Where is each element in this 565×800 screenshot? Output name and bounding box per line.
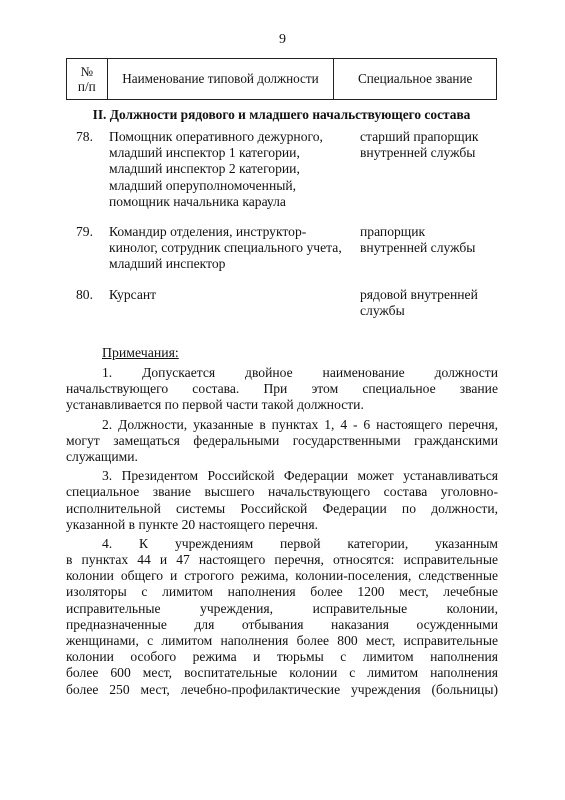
row-rank-line: прапорщик bbox=[360, 224, 426, 239]
note-line: изоляторы с лимитом наполнения более 1200 мест, лечебные bbox=[66, 584, 498, 600]
note-line: 3. Президентом Российской Федерации может устанавливаться bbox=[102, 468, 498, 484]
note-paragraph bbox=[66, 536, 498, 698]
note-line: более 600 мест, воспитательные колонии с лимитом наполнения bbox=[66, 665, 498, 681]
table-header-row bbox=[67, 59, 497, 100]
header-number-abbr: п/п bbox=[77, 79, 96, 94]
note-line: служащими. bbox=[66, 448, 138, 464]
row-position-name bbox=[109, 224, 354, 273]
page-number: 9 bbox=[279, 32, 286, 47]
notes-body bbox=[66, 365, 498, 701]
note-paragraph bbox=[66, 468, 498, 533]
header-special-rank: Специальное звание bbox=[334, 59, 497, 100]
note-line: 1. Допускается двойное наименование должности bbox=[102, 365, 498, 380]
row-position-name bbox=[109, 287, 354, 303]
header-position-name: Наименование типовой должности bbox=[107, 59, 334, 100]
row-number: 80. bbox=[76, 287, 93, 302]
row-text-line: Курсант bbox=[109, 287, 157, 302]
row-special-rank bbox=[360, 287, 500, 319]
positions-table bbox=[66, 58, 497, 128]
note-line: 4. К учреждениям первой категории, указанным bbox=[102, 535, 498, 551]
row-text-line: младший инспектор 2 категории, bbox=[109, 161, 300, 177]
note-paragraph bbox=[66, 417, 498, 466]
row-text-line: младший инспектор 1 категории, bbox=[109, 145, 300, 161]
note-paragraph bbox=[66, 365, 498, 414]
row-text-line: помощник начальника караула bbox=[109, 193, 286, 209]
row-rank-line: старший прапорщик bbox=[360, 129, 479, 144]
header-number-symbol: № bbox=[80, 64, 94, 79]
note-line: в пунктах 44 и 47 настоящего перечня, относятся: исправительные bbox=[66, 552, 498, 568]
section-title: II. Должности рядового и младшего начальствующего состава bbox=[67, 100, 497, 129]
note-line: 2. Должности, указанные в пунктах 1, 4 - 6 настоящего перечня, bbox=[102, 416, 498, 432]
row-number: 78. bbox=[76, 129, 93, 144]
header-number-cell bbox=[67, 59, 108, 100]
row-text-line: младший оперуполномоченный, bbox=[109, 177, 297, 193]
note-line: могут замещаться федеральными государственными гражданскими bbox=[66, 432, 498, 448]
row-text-line: Командир отделения, инструктор- bbox=[109, 224, 307, 239]
note-line: исправительные учреждения, исправительные колонии, bbox=[66, 600, 498, 616]
note-line: колонии особого режима и тюрьмы с лимитом наполнения bbox=[66, 649, 498, 665]
row-rank-line: рядовой внутренней bbox=[360, 287, 478, 302]
note-line: исполнительной системы Российской Федерации по должности, bbox=[66, 500, 498, 516]
row-number: 79. bbox=[76, 224, 93, 239]
note-line: специальное звание высшего начальствующего состава уголовно- bbox=[66, 484, 498, 500]
row-rank-line: службы bbox=[360, 303, 405, 319]
note-line: предназначенные для отбывания наказания осужденными bbox=[66, 616, 498, 632]
note-line: более 250 мест, лечебно-профилактические учреждения (больницы) bbox=[66, 681, 498, 697]
row-special-rank bbox=[360, 224, 500, 256]
row-position-name bbox=[109, 129, 354, 210]
note-line: женщинами, с лимитом наполнения более 800 мест, исправительные bbox=[66, 633, 498, 649]
row-rank-line: внутренней службы bbox=[360, 145, 476, 161]
row-text-line: кинолог, сотрудник специального учета, bbox=[109, 240, 342, 256]
note-line: начальствующего состава. При этом специальное звание bbox=[66, 381, 498, 397]
section-row bbox=[67, 100, 497, 129]
row-text-line: младший инспектор bbox=[109, 256, 226, 272]
note-line: указанной в пункте 20 настоящего перечня. bbox=[66, 516, 318, 532]
row-text-line: Помощник оперативного дежурного, bbox=[109, 129, 323, 144]
note-line: колонии общего и строгого режима, колонии-поселения, следственные bbox=[66, 568, 498, 584]
row-rank-line: внутренней службы bbox=[360, 240, 476, 256]
row-special-rank bbox=[360, 129, 500, 161]
note-line: устанавливается по первой части такой должности. bbox=[66, 397, 364, 413]
notes-title: Примечания: bbox=[102, 345, 179, 360]
